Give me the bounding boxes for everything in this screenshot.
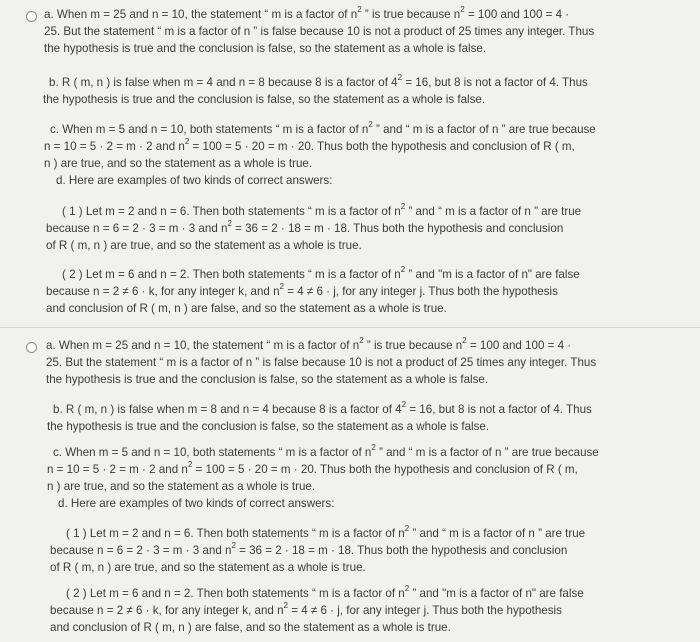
part-a-line: 25. But the statement “ m is a factor of n ” is false because 10 is not a product of 25 times any integer. Thus bbox=[46, 356, 597, 369]
part-d1-line: of R ( m, n ) are true, and so the statement as a whole is true. bbox=[46, 239, 362, 252]
part-b-paragraph bbox=[43, 73, 588, 108]
part-a-line: the hypothesis is true and the conclusion is false, so the statement as a whole is false. bbox=[46, 373, 489, 386]
part-a-line: 25. But the statement “ m is a factor of n ” is false because 10 is not a product of 25 times any integer. Thus bbox=[44, 25, 595, 38]
part-c-line: n = 10 = 5 · 2 = m · 2 and $n^2 = 100 = 5 \cdot 20 = m \cdot 20$. Thus both the hypothesis and conclusion of R ( m, bbox=[44, 137, 575, 153]
part-c-paragraph bbox=[44, 120, 596, 172]
part-b-paragraph bbox=[47, 400, 592, 435]
part-d-heading: d. Here are examples of two kinds of correct answers: bbox=[56, 174, 333, 187]
part-c-line: n = 10 = 5 · 2 = m · 2 and $n^2 = 100 = 5 \cdot 20 = m \cdot 20$. Thus both the hypothesis and conclusion of R ( m, bbox=[47, 460, 578, 476]
part-d2-line: and conclusion of R ( m, n ) are false, and so the statement as a whole is true. bbox=[50, 621, 451, 634]
part-a-line: a. When m = 25 and n = 10, the statement “ m is a factor of $n^2$ ” is true because $n^2 = 100$ and 100 = 4 · bbox=[46, 336, 572, 352]
part-b-line: b. R ( m, n ) is false when m = 4 and n = 8 because 8 is a factor of $4^2 = 16$, but 8 is not a factor of 4. Thus bbox=[49, 73, 588, 89]
part-c-line: c. When m = 5 and n = 10, both statements “ m is a factor of $n^2$ ” and “ m is a factor of n ” are true because bbox=[50, 120, 596, 136]
part-d1-paragraph bbox=[50, 524, 586, 576]
part-b-line: b. R ( m, n ) is false when m = 8 and n = 4 because 8 is a factor of $4^2 = 16$, but 8 is not a factor of 4. Thus bbox=[53, 400, 592, 416]
part-d1-line: ( 1 ) Let m = 2 and n = 6. Then both statements “ m is a factor of $n^2$ ” and “ m is a factor of n ” are true bbox=[62, 202, 582, 218]
part-a-paragraph bbox=[44, 6, 594, 57]
part-d2-paragraph bbox=[50, 584, 584, 636]
part-d1-line: ( 1 ) Let m = 2 and n = 6. Then both statements “ m is a factor of $n^2$ ” and “ m is a factor of n ” are true bbox=[66, 524, 586, 540]
part-a-paragraph bbox=[46, 337, 596, 388]
part-d2-line: ( 2 ) Let m = 6 and n = 2. Then both statements “ m is a factor of $n^2$ ” and "m is a factor of n" are false bbox=[66, 584, 584, 600]
part-c-paragraph bbox=[47, 443, 599, 495]
part-d1-line: because n = 6 = 2 · 3 = m · 3 and $n^2 = 36 = 2 \cdot 18 = m \cdot 18$. Thus both the hypothesis and conclusion bbox=[50, 541, 568, 557]
part-d2-line: and conclusion of R ( m, n ) are false, and so the statement as a whole is true. bbox=[46, 302, 447, 315]
part-d1-paragraph bbox=[46, 202, 582, 254]
part-d2-line: because n = 2 ≠ 6 · k, for any integer k, and $n^2 = 4 \ne 6 \cdot j$, for any integer j. Thus both the hypothesis bbox=[50, 601, 562, 617]
part-c-line: c. When m = 5 and n = 10, both statements “ m is a factor of $n^2$ ” and “ m is a factor of n ” are true because bbox=[53, 443, 599, 459]
part-b-line: the hypothesis is true and the conclusion is false, so the statement as a whole is false. bbox=[47, 420, 490, 433]
radio-button-option-2[interactable] bbox=[26, 342, 37, 353]
part-d2-line: ( 2 ) Let m = 6 and n = 2. Then both statements “ m is a factor of $n^2$ ” and "m is a factor of n" are false bbox=[62, 265, 580, 281]
part-c-line: n ) are true, and so the statement as a whole is true. bbox=[44, 157, 313, 170]
part-a-line: a. When m = 25 and n = 10, the statement “ m is a factor of $n^2$ ” is true because $n^2 = 100$ and 100 = 4 · bbox=[44, 5, 570, 21]
option-divider bbox=[0, 327, 700, 328]
part-d2-line: because n = 2 ≠ 6 · k, for any integer k, and $n^2 = 4 \ne 6 \cdot j$, for any integer j. Thus both the hypothesis bbox=[46, 282, 558, 298]
part-d-heading: d. Here are examples of two kinds of correct answers: bbox=[58, 497, 335, 510]
radio-button-option-1[interactable] bbox=[26, 11, 37, 22]
part-d1-line: of R ( m, n ) are true, and so the statement as a whole is true. bbox=[50, 561, 366, 574]
part-d2-paragraph bbox=[46, 265, 580, 317]
part-d1-line: because n = 6 = 2 · 3 = m · 3 and $n^2 = 36 = 2 \cdot 18 = m \cdot 18$. Thus both the hypothesis and conclusion bbox=[46, 219, 564, 235]
part-a-line: the hypothesis is true and the conclusion is false, so the statement as a whole is false. bbox=[44, 42, 487, 55]
part-c-line: n ) are true, and so the statement as a whole is true. bbox=[47, 480, 316, 493]
part-b-line: the hypothesis is true and the conclusion is false, so the statement as a whole is false. bbox=[43, 93, 486, 106]
